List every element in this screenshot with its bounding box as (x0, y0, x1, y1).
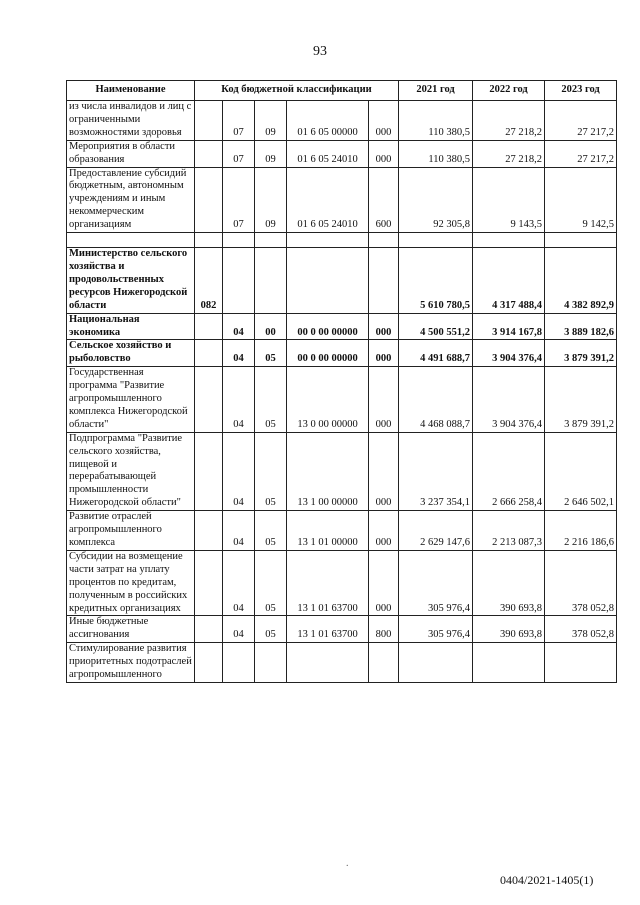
row-subsection-code: 05 (255, 616, 287, 643)
row-section-code: 04 (223, 367, 255, 433)
row-name: Национальная экономика (67, 313, 195, 340)
row-expense-type-code: 000 (369, 340, 399, 367)
table-row (67, 511, 617, 551)
row-value-2023: 378 052,8 (545, 616, 617, 643)
row-ved-code (195, 167, 223, 233)
row-value-2022: 390 693,8 (473, 550, 545, 616)
row-ved-code (195, 140, 223, 167)
row-target-article-code: 00 0 00 00000 (287, 313, 369, 340)
row-ved-code (195, 367, 223, 433)
row-name: Государственная программа "Развитие агропромышленного комплекса Нижегородской области" (67, 367, 195, 433)
row-name: Мероприятия в области образования (67, 140, 195, 167)
row-value-2021: 3 237 354,1 (399, 432, 473, 510)
table-row (67, 367, 617, 433)
spacer-cell (369, 233, 399, 248)
row-value-2022: 3 914 167,8 (473, 313, 545, 340)
spacer-cell (545, 233, 617, 248)
table-row (67, 140, 617, 167)
row-expense-type-code: 600 (369, 167, 399, 233)
row-ved-code: 082 (195, 248, 223, 314)
table-row (67, 643, 617, 683)
spacer-cell (67, 233, 195, 248)
row-value-2023: 9 142,5 (545, 167, 617, 233)
row-value-2022: 2 666 258,4 (473, 432, 545, 510)
row-subsection-code: 05 (255, 340, 287, 367)
table-row (67, 550, 617, 616)
row-expense-type-code: 000 (369, 313, 399, 340)
row-section-code: 04 (223, 550, 255, 616)
row-subsection-code: 09 (255, 167, 287, 233)
row-subsection-code: 09 (255, 140, 287, 167)
row-expense-type-code (369, 643, 399, 683)
row-name: Развитие отраслей агропромышленного комплекса (67, 511, 195, 551)
row-subsection-code: 05 (255, 550, 287, 616)
row-target-article-code (287, 643, 369, 683)
row-subsection-code: 05 (255, 367, 287, 433)
spacer-cell (195, 233, 223, 248)
row-subsection-code: 00 (255, 313, 287, 340)
row-name: Иные бюджетные ассигнования (67, 616, 195, 643)
table-row (67, 101, 617, 141)
table-row (67, 616, 617, 643)
row-name: Предоставление субсидий бюджетным, автономным учреждениям и иным некоммерческим организациям (67, 167, 195, 233)
row-subsection-code: 05 (255, 432, 287, 510)
row-value-2022: 390 693,8 (473, 616, 545, 643)
row-section-code (223, 643, 255, 683)
row-name: Субсидии на возмещение части затрат на уплату процентов по кредитам, полученным в российских кредитных организациях (67, 550, 195, 616)
row-target-article-code: 13 1 01 00000 (287, 511, 369, 551)
row-expense-type-code: 000 (369, 511, 399, 551)
row-target-article-code: 13 0 00 00000 (287, 367, 369, 433)
spacer-row (67, 233, 617, 248)
row-value-2021 (399, 643, 473, 683)
row-target-article-code: 01 6 05 24010 (287, 140, 369, 167)
spacer-cell (399, 233, 473, 248)
row-section-code: 04 (223, 340, 255, 367)
budget-table (66, 80, 617, 683)
row-section-code: 07 (223, 167, 255, 233)
document-code: 0404/2021-1405(1) (500, 873, 594, 887)
table-row (67, 313, 617, 340)
row-value-2021: 110 380,5 (399, 101, 473, 141)
spacer-cell (473, 233, 545, 248)
row-subsection-code: 09 (255, 101, 287, 141)
row-expense-type-code: 000 (369, 140, 399, 167)
row-section-code (223, 248, 255, 314)
row-value-2021: 2 629 147,6 (399, 511, 473, 551)
row-value-2021: 92 305,8 (399, 167, 473, 233)
table-row (67, 248, 617, 314)
row-name: из числа инвалидов и лиц с ограниченными возможностями здоровья (67, 101, 195, 141)
row-value-2021: 4 468 088,7 (399, 367, 473, 433)
row-target-article-code: 01 6 05 24010 (287, 167, 369, 233)
row-subsection-code: 05 (255, 511, 287, 551)
header-2023: 2023 год (545, 81, 617, 101)
row-target-article-code: 13 1 00 00000 (287, 432, 369, 510)
row-value-2021: 4 500 551,2 (399, 313, 473, 340)
row-value-2021: 4 491 688,7 (399, 340, 473, 367)
row-ved-code (195, 550, 223, 616)
row-target-article-code (287, 248, 369, 314)
row-subsection-code (255, 643, 287, 683)
row-expense-type-code (369, 248, 399, 314)
header-code: Код бюджетной классификации (195, 81, 399, 101)
row-expense-type-code: 000 (369, 550, 399, 616)
row-name: Стимулирование развития приоритетных подотраслей агропромышленного (67, 643, 195, 683)
row-section-code: 04 (223, 432, 255, 510)
row-value-2023: 4 382 892,9 (545, 248, 617, 314)
row-name: Подпрограмма "Развитие сельского хозяйства, пищевой и перерабатывающей промышленности Нижегородской области" (67, 432, 195, 510)
row-ved-code (195, 340, 223, 367)
row-expense-type-code: 000 (369, 432, 399, 510)
row-expense-type-code: 000 (369, 367, 399, 433)
spacer-cell (287, 233, 369, 248)
row-ved-code (195, 643, 223, 683)
row-target-article-code: 13 1 01 63700 (287, 616, 369, 643)
row-value-2023: 27 217,2 (545, 101, 617, 141)
row-value-2022: 27 218,2 (473, 140, 545, 167)
row-value-2021: 305 976,4 (399, 550, 473, 616)
header-2021: 2021 год (399, 81, 473, 101)
row-target-article-code: 01 6 05 00000 (287, 101, 369, 141)
row-target-article-code: 00 0 00 00000 (287, 340, 369, 367)
row-section-code: 04 (223, 511, 255, 551)
row-subsection-code (255, 248, 287, 314)
row-value-2023: 3 879 391,2 (545, 340, 617, 367)
footer-mark: . (346, 858, 349, 869)
row-name: Сельское хозяйство и рыболовство (67, 340, 195, 367)
spacer-cell (223, 233, 255, 248)
row-value-2021: 110 380,5 (399, 140, 473, 167)
header-2022: 2022 год (473, 81, 545, 101)
row-value-2022: 9 143,5 (473, 167, 545, 233)
header-name: Наименование (67, 81, 195, 101)
row-value-2022 (473, 643, 545, 683)
row-value-2021: 5 610 780,5 (399, 248, 473, 314)
row-section-code: 04 (223, 616, 255, 643)
table-row (67, 432, 617, 510)
row-ved-code (195, 511, 223, 551)
row-value-2023: 378 052,8 (545, 550, 617, 616)
row-value-2023: 2 646 502,1 (545, 432, 617, 510)
row-ved-code (195, 313, 223, 340)
table-header-row (67, 81, 617, 101)
row-value-2023: 27 217,2 (545, 140, 617, 167)
row-expense-type-code: 000 (369, 101, 399, 141)
row-value-2022: 2 213 087,3 (473, 511, 545, 551)
row-value-2023: 3 889 182,6 (545, 313, 617, 340)
page-number: 93 (313, 44, 327, 59)
table-row (67, 340, 617, 367)
row-expense-type-code: 800 (369, 616, 399, 643)
row-section-code: 04 (223, 313, 255, 340)
row-section-code: 07 (223, 101, 255, 141)
row-name: Министерство сельского хозяйства и продовольственных ресурсов Нижегородской области (67, 248, 195, 314)
row-value-2022: 4 317 488,4 (473, 248, 545, 314)
row-ved-code (195, 616, 223, 643)
row-value-2022: 3 904 376,4 (473, 340, 545, 367)
row-target-article-code: 13 1 01 63700 (287, 550, 369, 616)
spacer-cell (255, 233, 287, 248)
row-ved-code (195, 101, 223, 141)
row-value-2022: 3 904 376,4 (473, 367, 545, 433)
row-value-2023 (545, 643, 617, 683)
row-section-code: 07 (223, 140, 255, 167)
table-row (67, 167, 617, 233)
row-ved-code (195, 432, 223, 510)
row-value-2022: 27 218,2 (473, 101, 545, 141)
row-value-2023: 2 216 186,6 (545, 511, 617, 551)
row-value-2021: 305 976,4 (399, 616, 473, 643)
row-value-2023: 3 879 391,2 (545, 367, 617, 433)
